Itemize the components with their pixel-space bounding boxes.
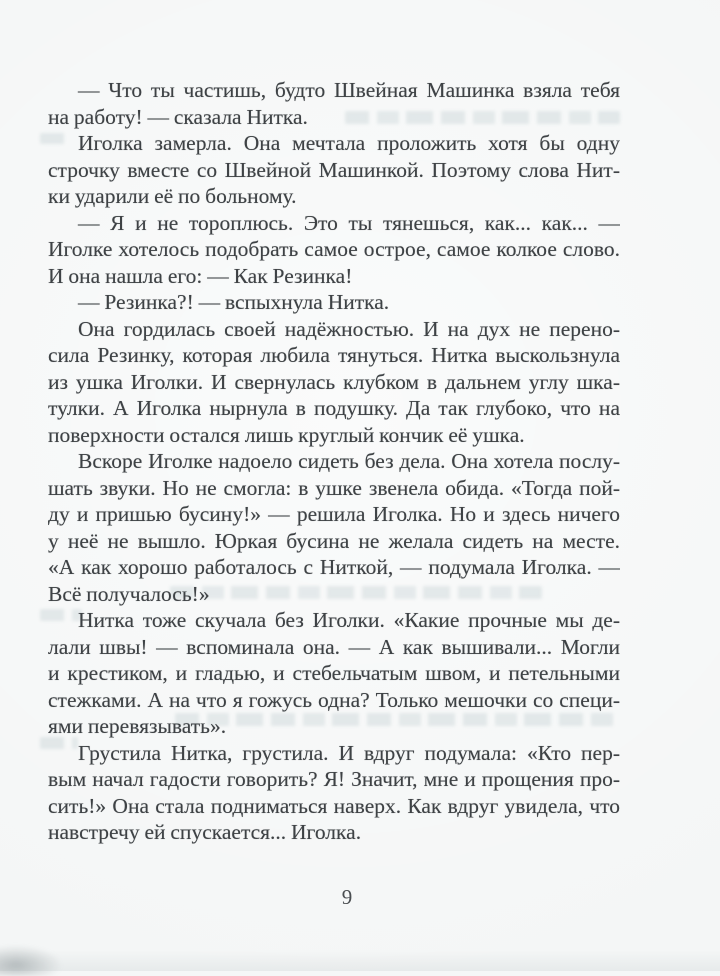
scan-smudge xyxy=(0,944,64,976)
text-line: Она гордилась своей надёжностью. И на дух не перено- xyxy=(78,316,620,341)
paragraph xyxy=(48,77,620,130)
text-line: ки ударили её по больному. xyxy=(48,184,297,208)
text-line: И она нашла его: — Как Резинка! xyxy=(48,263,353,288)
paragraph xyxy=(48,740,620,846)
text-line: у неё не вышло. Юркая бусина не желала сидеть на месте. xyxy=(48,528,620,553)
text-line: Нитка тоже скучала без Иголки. «Какие прочные мы де- xyxy=(78,608,620,632)
text-line: — Что ты частишь, будто Швейная Машинка взяла тебя xyxy=(78,78,620,102)
scan-shading xyxy=(0,950,720,971)
text-line: лали швы! — вспоминала она. — А как вышивали... Могли xyxy=(48,634,620,659)
text-line: стежками. А на что я гожусь одна? Только мешочки со специ- xyxy=(48,687,620,712)
paragraph xyxy=(48,448,620,607)
text-line: Иголка замерла. Она мечтала проложить хотя бы одну xyxy=(78,131,620,155)
page-number: 9 xyxy=(341,885,353,909)
text-line: Грустила Нитка, грустила. И вдруг подумала: «Кто пер- xyxy=(78,740,620,765)
text-line: вым начал гадости говорить? Я! Значит, мне и прощения про- xyxy=(48,767,620,791)
text-line: сить!» Она стала подниматься наверх. Как вдруг увидела, что xyxy=(48,793,620,818)
text-line: строчку вместе со Швейной Машинкой. Поэтому слова Нит- xyxy=(48,157,620,182)
paragraph xyxy=(48,130,620,210)
text-line: тулки. А Иголка нырнула в подушку. Да так глубоко, что на xyxy=(48,396,620,420)
text-line: — Я и не тороплюсь. Это ты тянешься, как... как... — xyxy=(78,210,620,235)
text-line: из ушка Иголки. И свернулась клубком в дальнем углу шка- xyxy=(48,369,620,394)
text-line: ду и пришью бусину!» — решила Иголка. Но и здесь ничего xyxy=(48,502,620,526)
paragraph xyxy=(48,607,620,740)
paragraph xyxy=(48,210,620,290)
text-line: на работу! — сказала Нитка. xyxy=(48,104,308,129)
text-line: и крестиком, и гладью, и стебельчатым швом, и петельными xyxy=(48,661,620,685)
text-line: ями перевязывать». xyxy=(48,714,227,738)
text-line: поверхности остался лишь круглый кончик её ушка. xyxy=(48,422,525,447)
text-line: Вскоре Иголке надоело сидеть без дела. Она хотела послу- xyxy=(78,449,620,473)
text-line: сила Резинку, которая любила тянуться. Нитка выскользнула xyxy=(48,343,620,367)
paragraph xyxy=(48,316,620,449)
text-line: Иголке хотелось подобрать самое острое, самое колкое слово. xyxy=(48,237,620,261)
text-line: — Резинка?! — вспыхнула Нитка. xyxy=(78,290,390,314)
text-line: навстречу ей спускается... Иголка. xyxy=(48,820,362,844)
text-line: Всё получалось!» xyxy=(48,581,210,606)
paragraph xyxy=(48,289,620,316)
text-line: «А как хорошо работалось с Ниткой, — подумала Иголка. — xyxy=(48,555,620,579)
text-line: шать звуки. Но не смогла: в ушке звенела обида. «Тогда пой- xyxy=(48,475,620,500)
page-text xyxy=(48,77,620,846)
